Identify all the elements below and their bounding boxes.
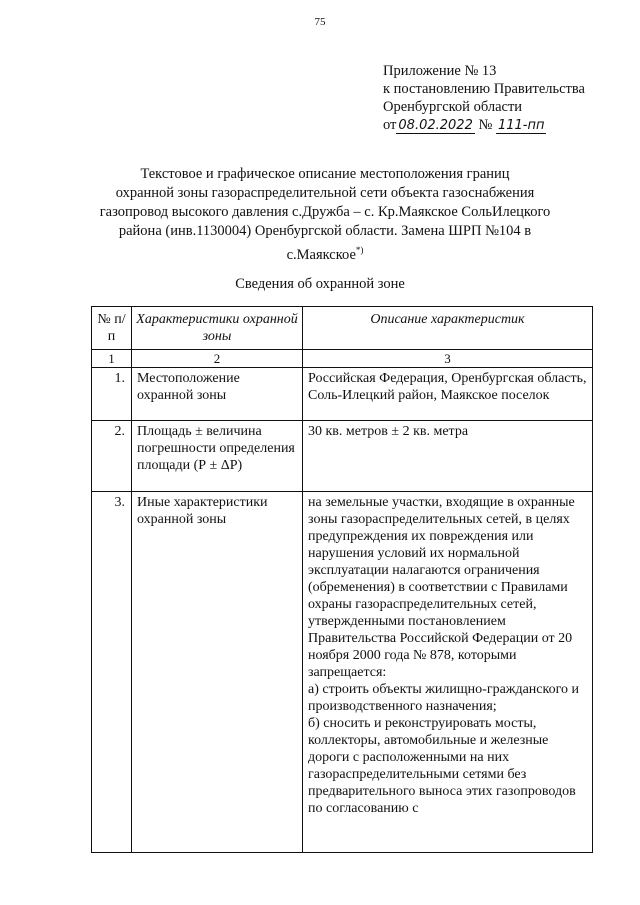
date-prefix: от xyxy=(383,117,397,133)
footnote-mark: *) xyxy=(355,245,364,255)
header-number: № п/п xyxy=(92,307,132,350)
title-line5-text: с.Маякское xyxy=(286,246,356,263)
table-row xyxy=(92,492,593,853)
appendix-line2: к постановлению Правительства xyxy=(383,81,585,97)
header-characteristics: Характеристики охранной зоны xyxy=(132,307,303,350)
row-description: на земельные участки, входящие в охранные зоны газораспределительных сетей, в целях предупреждения их повреждения или нарушения условий их нормальной эксплуатации налагаются ограничения (обременения) в соответствии с Правилами охраны газораспределительных сетей, утвержденными постановлением Правительства Российской Федерации от 20 ноября 2000 года № 878, которыми запрещается: а) строить объекты жилищно-гражданского и производственного назначения; б) сносить и реконструировать мосты, коллекторы, автомобильные и железные дороги с расположенными на них газораспределительными сетями без предварительного выноса этих газопроводов по согласованию с xyxy=(303,492,593,853)
table-index-row xyxy=(92,350,593,368)
row-description: Российская Федерация, Оренбургская область, Соль-Илецкий район, Маякское поселок xyxy=(303,368,593,421)
row-number: 2. xyxy=(92,421,132,492)
header-description: Описание характеристик xyxy=(303,307,593,350)
number-prefix: № xyxy=(478,117,493,133)
row-number: 1. xyxy=(92,368,132,421)
index-cell-2: 2 xyxy=(132,350,303,368)
handwritten-date: 08.02.2022 xyxy=(398,118,473,133)
appendix-date-line xyxy=(383,116,623,135)
document-title xyxy=(70,165,580,265)
title-line2: охранной зоны газораспределительной сети объекта газоснабжения xyxy=(115,185,535,201)
table-row xyxy=(92,421,593,492)
table-header-row xyxy=(92,307,593,350)
title-line4: района (инв.1130004) Оренбургской области. Замена ШРП №104 в xyxy=(118,223,532,239)
title-line1: Текстовое и графическое описание местоположения границ xyxy=(140,166,510,182)
page-number: 75 xyxy=(314,16,326,28)
section-subtitle: Сведения об охранной зоне xyxy=(235,276,405,292)
row-characteristic: Иные характеристики охранной зоны xyxy=(132,492,303,853)
title-line3: газопровод высокого давления с.Дружба – с. Кр.Маякское СольИлецкого xyxy=(99,204,551,220)
appendix-block xyxy=(383,62,623,135)
handwritten-number: 111-пп xyxy=(497,118,545,133)
row-characteristic: Площадь ± величина погрешности определения площади (Р ± ΔР) xyxy=(132,421,303,492)
appendix-line1: Приложение № 13 xyxy=(383,63,497,79)
index-cell-1: 1 xyxy=(92,350,132,368)
table-row xyxy=(92,368,593,421)
title-line5 xyxy=(70,241,580,265)
row-number: 3. xyxy=(92,492,132,853)
zone-info-table xyxy=(91,306,593,853)
row-description: 30 кв. метров ± 2 кв. метра xyxy=(303,421,593,492)
appendix-line3: Оренбургской области xyxy=(383,99,523,115)
row-characteristic: Местоположение охранной зоны xyxy=(132,368,303,421)
index-cell-3: 3 xyxy=(303,350,593,368)
